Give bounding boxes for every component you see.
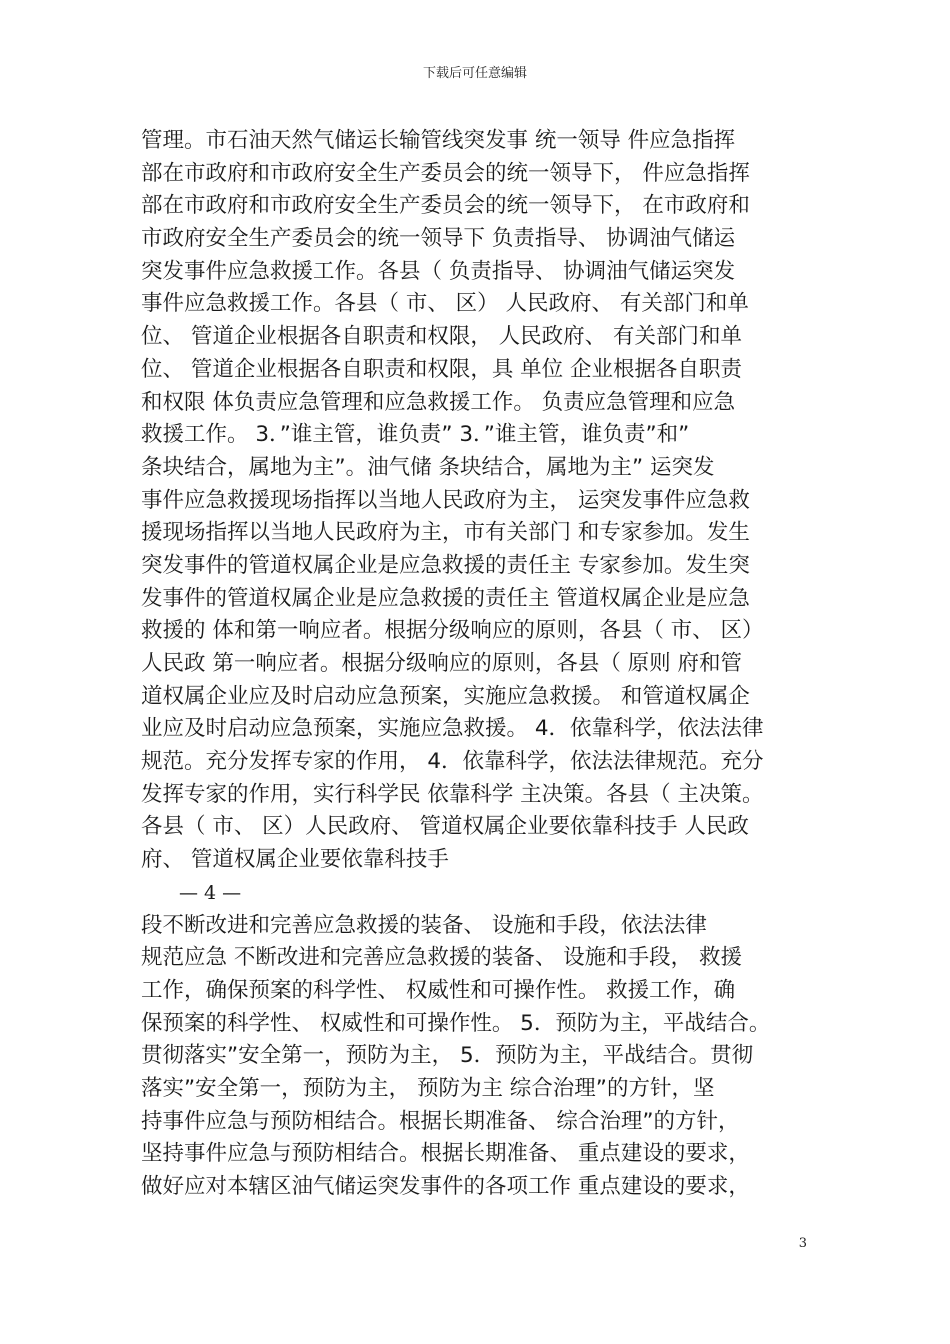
text-line: 救援的 体和第一响应者。根据分级响应的原则，各县（ 市、 区）: [141, 618, 764, 644]
page-number: 3: [798, 1236, 807, 1251]
text-line: 和权限 体负责应急管理和应急救援工作。 负责应急管理和应急: [141, 389, 736, 415]
document-body: [141, 125, 821, 1204]
text-line: 保预案的科学性、 权威性和可操作性。 5．预防为主，平战结合。: [141, 1010, 771, 1036]
text-line: 管理。市石油天然气储运长输管线突发事 统一领导 件应急指挥: [141, 128, 736, 153]
text-line: 落实”安全第一，预防为主， 预防为主 综合治理”的方针，坚: [141, 1075, 715, 1101]
text-line: 发事件的管道权属企业是应急救援的责任主 管道权属企业是应急: [141, 585, 750, 611]
text-line: 条块结合，属地为主”。油气储 条块结合，属地为主” 运突发: [141, 454, 715, 480]
text-line: 规范。充分发挥专家的作用， 4．依靠科学，依法法律规范。充分: [141, 749, 764, 775]
text-line: 业应及时启动应急预案，实施应急救援。 4．依靠科学，依法法律: [141, 716, 764, 742]
page-marker: — 4 —: [179, 881, 242, 904]
text-line: 人民政 第一响应者。根据分级响应的原则，各县（ 原则 府和管: [141, 651, 743, 676]
text-line: 坚持事件应急与预防相结合。根据长期准备、 重点建设的要求，: [141, 1141, 750, 1167]
text-line: 段不断改进和完善应急救援的装备、 设施和手段，依法法律: [141, 912, 707, 938]
text-line: 救援工作。 3．”谁主管，谁负责” 3．”谁主管，谁负责”和”: [141, 422, 690, 448]
text-line: 事件应急救援现场指挥以当地人民政府为主， 运突发事件应急救: [141, 487, 750, 513]
text-line: 位、 管道企业根据各自职责和权限，具 单位 企业根据各自职责: [141, 356, 743, 382]
text-line: 工作，确保预案的科学性、 权威性和可操作性。 救援工作，确: [141, 977, 736, 1003]
page-header: 下载后可任意编辑: [422, 66, 527, 81]
text-line: 府、 管道权属企业要依靠科技手: [141, 847, 449, 873]
text-line: 援现场指挥以当地人民政府为主，市有关部门 和专家参加。发生: [141, 520, 750, 546]
text-line: 各县（ 市、 区）人民政府、 管道权属企业要依靠科技手 人民政: [141, 814, 749, 840]
text-line: 规范应急 不断改进和完善应急救援的装备、 设施和手段， 救援: [141, 945, 743, 971]
text-line: 发挥专家的作用，实行科学民 依靠科学 主决策。各县（ 主决策。: [141, 781, 764, 807]
text-line: 市政府安全生产委员会的统一领导下 负责指导、 协调油气储运: [141, 226, 736, 252]
text-line: 突发事件的管道权属企业是应急救援的责任主 专家参加。发生突: [141, 552, 750, 578]
text-line: 做好应对本辖区油气储运突发事件的各项工作 重点建设的要求，: [141, 1174, 750, 1199]
text-line: 持事件应急与预防相结合。根据长期准备、 综合治理”的方针，: [141, 1108, 740, 1134]
text-line: 位、 管道企业根据各自职责和权限， 人民政府、 有关部门和单: [141, 324, 743, 350]
text-line: 部在市政府和市政府安全生产委员会的统一领导下， 件应急指挥: [141, 160, 750, 186]
text-line: 事件应急救援工作。各县（ 市、 区） 人民政府、 有关部门和单: [141, 291, 749, 317]
text-line: 突发事件应急救援工作。各县（ 负责指导、 协调油气储运突发: [141, 258, 736, 284]
text-line: 贯彻落实”安全第一，预防为主， 5．预防为主，平战结合。贯彻: [141, 1043, 754, 1069]
text-line: 道权属企业应及时启动应急预案，实施应急救援。 和管道权属企: [141, 683, 750, 709]
text-line: 部在市政府和市政府安全生产委员会的统一领导下， 在市政府和: [141, 193, 750, 219]
